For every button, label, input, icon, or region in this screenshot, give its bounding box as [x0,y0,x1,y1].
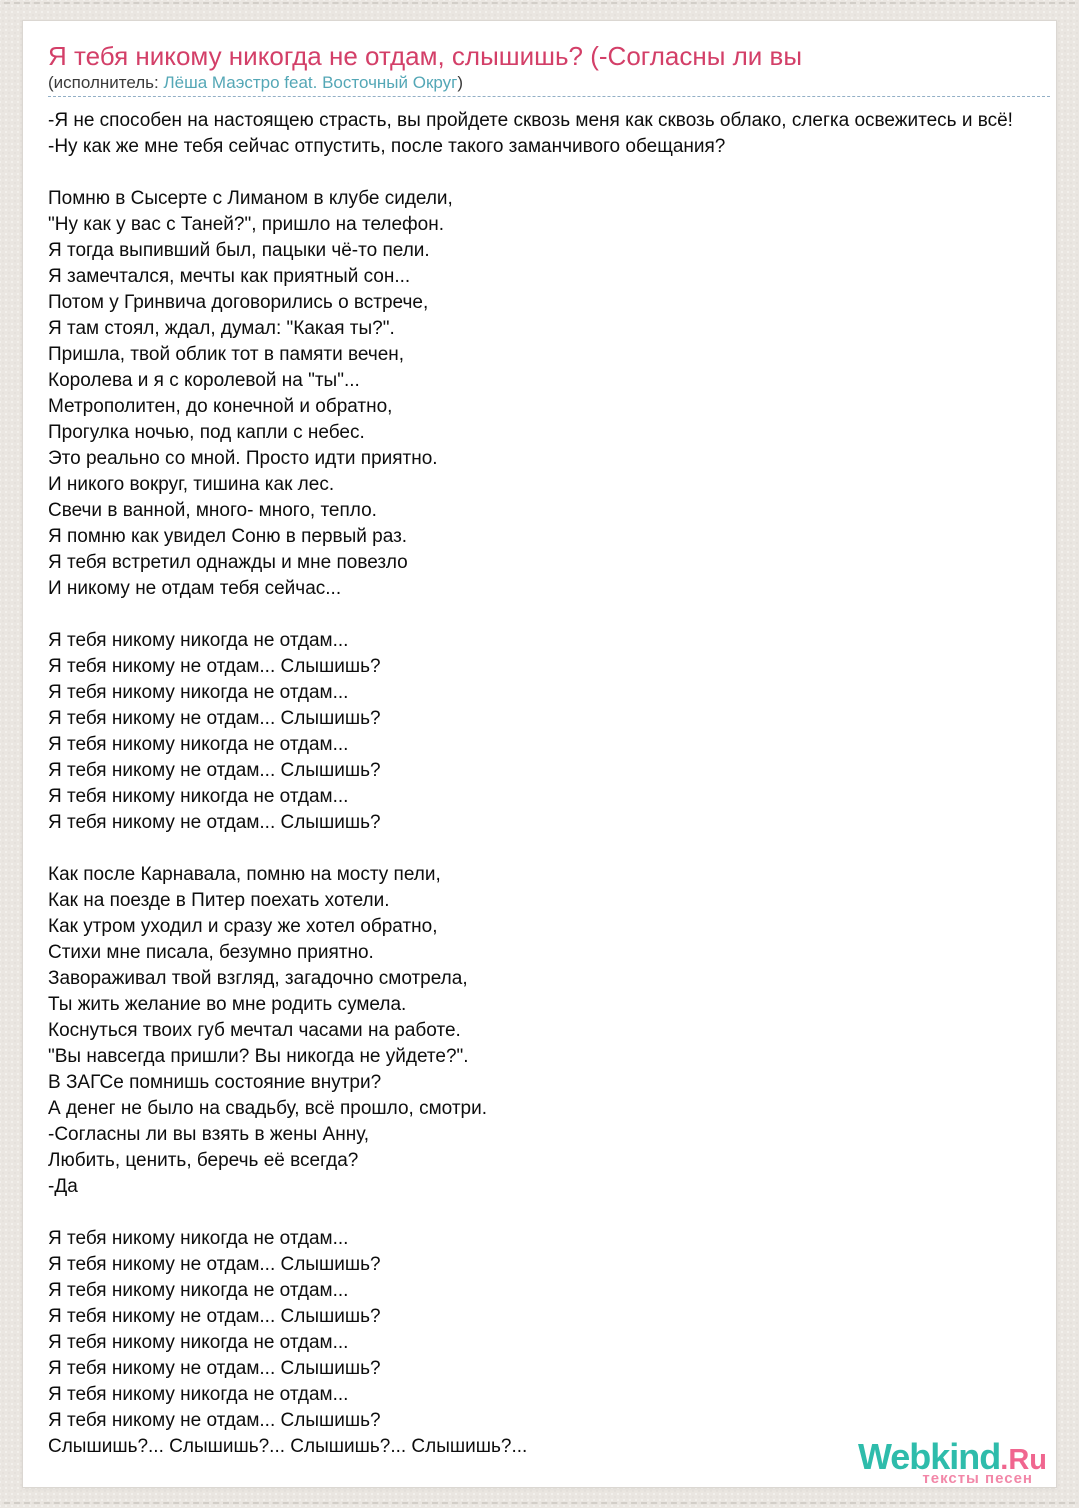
lyric-line: Я тебя никому никогда не отдам... [48,682,349,703]
lyric-line: Я тебя никому не отдам... Слышишь? [48,1410,381,1431]
lyric-line: Королева и я с королевой на "ты"... [48,370,360,391]
lyric-line: И никого вокруг, тишина как лес. [48,474,335,495]
lyric-line: Я тебя никому никогда не отдам... [48,1384,349,1405]
lyric-line: Я там стоял, ждал, думал: "Какая ты?". [48,318,395,339]
lyric-line: Я тебя никому никогда не отдам... [48,1332,349,1353]
lyric-line: В ЗАГСе помнишь состояние внутри? [48,1072,382,1093]
lyric-line: Любить, ценить, беречь её всегда? [48,1150,359,1171]
lyric-line: Я тебя встретил однажды и мне повезло [48,552,408,573]
lyric-line: Я тебя никому не отдам... Слышишь? [48,1254,381,1275]
lyric-line: Прогулка ночью, под капли с небес. [48,422,365,443]
lyric-line: Я тебя никому не отдам... Слышишь? [48,1306,381,1327]
stanza [48,862,1056,1200]
top-dashed-border [4,2,1075,4]
lyric-line: Я тебя никому никогда не отдам... [48,786,349,807]
lyric-line: -Ну как же мне тебя сейчас отпустить, после такого заманчивого обещания? [48,136,726,157]
stanza [48,1226,1056,1460]
lyric-line: Помню в Сысерте с Лиманом в клубе сидели, [48,188,453,209]
webkind-logo[interactable] [852,1436,1047,1487]
artist-label-suffix: ) [457,73,464,92]
lyric-line: А денег не было на свадьбу, всё прошло, смотри. [48,1098,487,1119]
lyric-line: Стихи мне писала, безумно приятно. [48,942,374,963]
dotted-separator [48,96,1050,97]
stanza [48,108,1056,160]
lyric-line: -Я не способен на настоящею страсть, вы пройдете сквозь меня как сквозь облако, слегка освежитесь и всё! [48,110,1013,131]
lyric-line: Я тебя никому не отдам... Слышишь? [48,656,381,677]
lyric-line: "Ну как у вас с Таней?", пришло на телефон. [48,214,445,235]
lyric-line: Я тебя никому не отдам... Слышишь? [48,812,381,833]
logo-ru-text: .Ru [1000,1444,1047,1476]
lyric-line: Я тебя никому не отдам... Слышишь? [48,760,381,781]
lyric-line: -Согласны ли вы взять в жены Анну, [48,1124,370,1145]
lyric-line: Я замечтался, мечты как приятный сон... [48,266,411,287]
lyric-line: Слышишь?... Слышишь?... Слышишь?... Слышишь?... [48,1436,528,1457]
stanza [48,186,1056,602]
lyric-line: Завораживал твой взгляд, загадочно смотрела, [48,968,468,989]
lyric-line: Ты жить желание во мне родить сумела. [48,994,407,1015]
lyric-line: Я помню как увидел Соню в первый раз. [48,526,408,547]
artist-line [48,73,1056,93]
lyric-line: Я тебя никому не отдам... Слышишь? [48,708,381,729]
artist-label-prefix: (исполнитель: [48,73,164,92]
lyric-line: Как на поезде в Питер поехать хотели. [48,890,390,911]
lyric-line: -Да [48,1176,78,1197]
lyric-line: Я тогда выпивший был, пацыки чё-то пели. [48,240,430,261]
logo-webkind-text: Webkind [857,1436,1001,1477]
lyric-line: Я тебя никому никогда не отдам... [48,1228,349,1249]
lyric-line: Я тебя никому никогда не отдам... [48,630,349,651]
lyric-line: Свечи в ванной, много- много, тепло. [48,500,377,521]
lyrics-text [48,108,1056,1460]
logo-tagline: тексты песен [922,1470,1033,1487]
lyric-line: Потом у Гринвича договорились о встрече, [48,292,429,313]
lyric-line: Я тебя никому никогда не отдам... [48,734,349,755]
content-card [22,20,1057,1488]
lyric-line: Как утром уходил и сразу же хотел обратно, [48,916,438,937]
lyric-line: Пришла, твой облик тот в памяти вечен, [48,344,405,365]
lyric-line: Метрополитен, до конечной и обратно, [48,396,393,417]
bottom-dashed-border [4,1502,1075,1504]
artist-link[interactable]: Лёша Маэстро feat. Восточный Округ [163,73,458,92]
lyric-line: Коснуться твоих губ мечтал часами на работе. [48,1020,461,1041]
lyric-line: Я тебя никому никогда не отдам... [48,1280,349,1301]
page-title: Я тебя никому никогда не отдам, слышишь? (-Согласны ли вы [48,41,803,71]
lyric-line: Как после Карнавала, помню на мосту пели, [48,864,441,885]
lyric-line: И никому не отдам тебя сейчас... [48,578,342,599]
lyric-line: Я тебя никому не отдам... Слышишь? [48,1358,381,1379]
lyric-line: "Вы навсегда пришли? Вы никогда не уйдете?". [48,1046,469,1067]
stanza [48,628,1056,836]
lyric-line: Это реально со мной. Просто идти приятно. [48,448,438,469]
